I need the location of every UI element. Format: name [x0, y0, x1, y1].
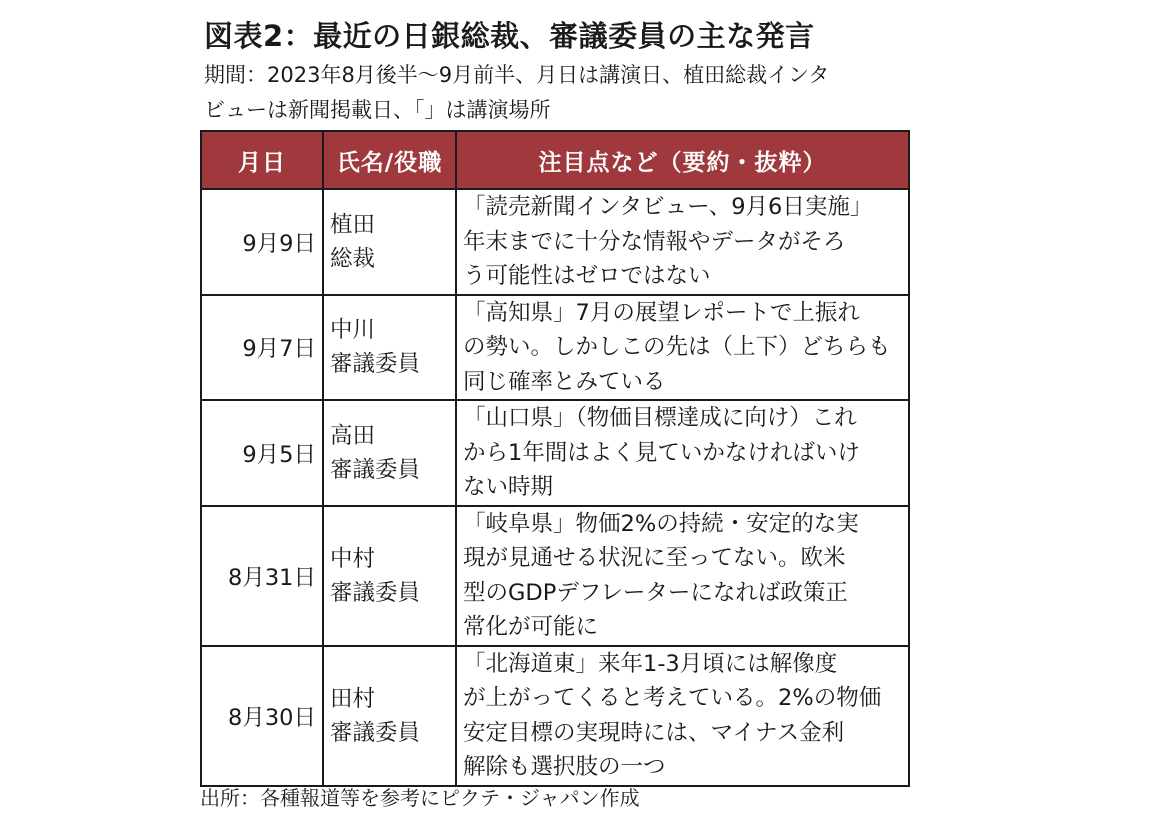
table-row — [201, 506, 909, 646]
subtitle-line: 期間：2023年8月後半～9月前半、月日は講演日、植田総裁インタ — [204, 63, 830, 87]
row-name-role — [323, 189, 456, 295]
point-line: 「岐阜県」物価2%の持続・安定的な実 — [463, 510, 859, 537]
point-line: 現が見通せる状況に至ってない。欧米 — [463, 545, 846, 571]
point-line: う可能性はゼロではない — [463, 263, 711, 289]
row-name: 中村 — [330, 545, 376, 572]
row-role: 総裁 — [330, 245, 376, 272]
header-key-points: 注目点など（要約・抜粋） — [456, 131, 909, 189]
row-key-points — [456, 506, 909, 646]
row-name-role — [323, 506, 456, 646]
row-key-points — [456, 646, 909, 786]
point-line: 同じ確率とみている — [463, 368, 666, 395]
row-key-points — [456, 400, 909, 506]
subtitle — [204, 58, 904, 128]
row-role: 審議委員 — [330, 579, 421, 606]
row-role: 審議委員 — [330, 719, 421, 746]
point-line: 常化が可能に — [463, 614, 599, 640]
row-name-role — [323, 646, 456, 786]
remarks-table — [200, 130, 910, 787]
row-name: 中川 — [330, 317, 376, 344]
point-line: 「北海道東」来年1-3月頃には解像度 — [463, 650, 838, 677]
point-line: の勢い。しかしこの先は（上下）どちらも — [463, 334, 891, 360]
table-row — [201, 189, 909, 295]
point-line: ない時期 — [463, 474, 554, 500]
subtitle-line: ビューは新聞掲載日、「」は講演場所 — [204, 98, 551, 122]
row-name: 田村 — [330, 685, 376, 712]
point-line: 年末までに十分な情報やデータがそろ — [463, 228, 846, 255]
row-date: 9月5日 — [201, 400, 323, 506]
row-role: 審議委員 — [330, 456, 421, 483]
table-header-row — [201, 131, 909, 189]
header-date: 月日 — [201, 131, 323, 189]
row-key-points — [456, 189, 909, 295]
row-name: 高田 — [330, 422, 376, 449]
row-date: 8月31日 — [201, 506, 323, 646]
point-line: 解除も選択肢の一つ — [463, 754, 666, 780]
row-name: 植田 — [330, 211, 376, 238]
row-key-points — [456, 295, 909, 401]
point-line: 型のGDPデフレーターになれば政策正 — [463, 579, 848, 606]
row-name-role — [323, 400, 456, 506]
table-row — [201, 400, 909, 506]
table-row — [201, 295, 909, 401]
row-date: 9月9日 — [201, 189, 323, 295]
point-line: が上がってくると考えている。2%の物価 — [463, 685, 882, 711]
page-title: 図表2：最近の日銀総裁、審議委員の主な発言 — [204, 19, 815, 53]
point-line: 「高知県」7月の展望レポートで上振れ — [463, 299, 860, 326]
source-note: 出所：各種報道等を参考にピクテ・ジャパン作成 — [200, 786, 640, 810]
row-date: 8月30日 — [201, 646, 323, 786]
row-name-role — [323, 295, 456, 401]
row-role: 審議委員 — [330, 351, 421, 378]
table-row — [201, 646, 909, 786]
point-line: から1年間はよく見ていかなければいけ — [463, 439, 860, 466]
row-date: 9月7日 — [201, 295, 323, 401]
header-name-role: 氏名/役職 — [323, 131, 456, 189]
point-line: 「読売新聞インタビュー、9月6日実施」 — [463, 194, 873, 220]
point-line: 「山口県」（物価目標達成に向け）これ — [463, 405, 857, 431]
point-line: 安定目標の実現時には、マイナス金利 — [463, 719, 845, 746]
